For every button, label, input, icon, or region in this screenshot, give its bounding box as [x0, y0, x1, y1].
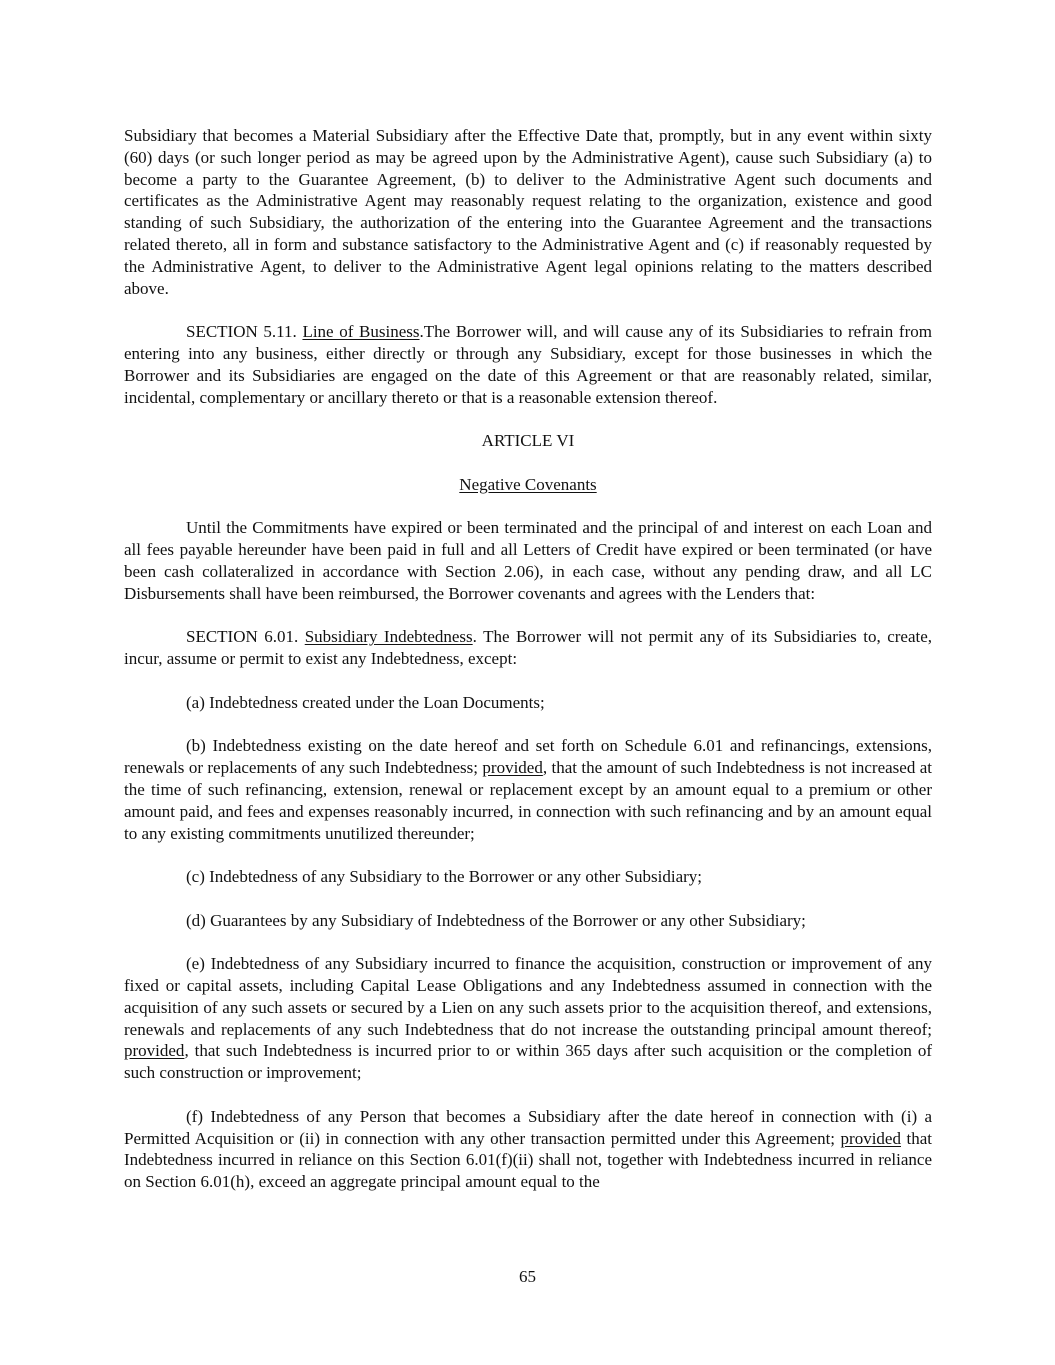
page-body [124, 125, 932, 1193]
clause-f-post: that Indebtedness incurred in reliance on this Section 6.01(f)(ii) shall not, together with Indebtedness incurred in reliance on Section 6.01(h), exceed an aggregate principal amount equal to the [124, 1128, 932, 1192]
section-5-11-label: SECTION 5.11. [186, 322, 303, 342]
clause-e-post: , that such Indebtedness is incurred prior to or within 365 days after such acquisition or the completion of such construction or improvement; [124, 1041, 932, 1083]
section-5-11-text: .The Borrower will, and will cause any of its Subsidiaries to refrain from entering into any business, either directly or through any Subsidiary, except for those businesses in which the Borrower and its Subsidiaries are engaged on the date of this Agreement or that are reasonably related, similar, incidental, complementary or ancillary thereto or that is a reasonable extension thereof. [124, 322, 932, 407]
article-title-text: Negative Covenants [459, 474, 597, 494]
clause-e-provided: provided [124, 1041, 185, 1061]
clause-a: (a) Indebtedness created under the Loan Documents; [186, 692, 545, 712]
clause-e [124, 953, 932, 1084]
article-title [124, 474, 932, 496]
clause-f [124, 1106, 932, 1193]
paragraph-continuation: Subsidiary that becomes a Material Subsidiary after the Effective Date that, promptly, but in any event within sixty (60) days (or such longer period as may be agreed upon by the Administrative Agent), cause such Subsidiary (a) to become a party to the Guarantee Agreement, (b) to deliver to the Administrative Agent such documents and certificates as the Administrative Agent may reasonably request relating to the organization, existence and good standing of such Subsidiary, the authorization of the entering into the Guarantee Agreement and the transactions related thereto, all in form and substance satisfactory to the Administrative Agent and (c) if reasonably requested by the Administrative Agent, to deliver to the Administrative Agent legal opinions relating to the matters described above. [124, 126, 932, 298]
article-heading: ARTICLE VI [481, 431, 575, 451]
section-5-11-title: Line of Business [302, 322, 420, 342]
clause-f-pre: (f) Indebtedness of any Person that becomes a Subsidiary after the date hereof in connection with (i) a Permitted Acquisition or (ii) in connection with any other transaction permitted under this Agreement; [124, 1106, 932, 1148]
section-6-01-title: Subsidiary Indebtedness [304, 627, 473, 647]
clause-b-pre: (b) Indebtedness existing on the date hereof and set forth on Schedule 6.01 and refinancings, extensions, renewals or replacements of any such Indebtedness; [124, 736, 932, 778]
clause-e-pre: (e) Indebtedness of any Subsidiary incurred to finance the acquisition, construction or improvement of any fixed or capital assets, including Capital Lease Obligations and any Indebtedness assumed in connection with the acquisition of any such assets or secured by a Lien on any such assets prior to the acquisition thereof, and extensions, renewals and replacements of any such Indebtedness that do not increase the outstanding principal amount thereof; [124, 954, 932, 1039]
clause-c: (c) Indebtedness of any Subsidiary to the Borrower or any other Subsidiary; [186, 867, 703, 887]
section-6-01-label: SECTION 6.01. [186, 627, 305, 647]
clause-d: (d) Guarantees by any Subsidiary of Indebtedness of the Borrower or any other Subsidiary; [186, 910, 806, 930]
clause-b-post: , that the amount of such Indebtedness is not increased at the time of such refinancing, extension, renewal or replacement except by an amount equal to a premium or other amount paid, and fees and expenses reasonably incurred, in connection with such refinancing and by an amount equal to any existing commitments unutilized thereunder; [124, 758, 932, 843]
section-5-11 [124, 321, 932, 408]
article-intro: Until the Commitments have expired or been terminated and the principal of and interest on each Loan and all fees payable hereunder have been paid in full and all Letters of Credit have expired or been terminated (or have been cash collateralized in accordance with Section 2.06), in each case, without any pending draw, and all LC Disbursements shall have been reimbursed, the Borrower covenants and agrees with the Lenders that: [124, 518, 932, 603]
section-6-01-text: . The Borrower will not permit any of its Subsidiaries to, create, incur, assume or permit to exist any Indebtedness, except: [124, 627, 933, 669]
clause-f-provided: provided [840, 1128, 901, 1148]
clause-b-provided: provided [482, 758, 543, 778]
clause-b [124, 735, 932, 844]
section-6-01 [124, 626, 932, 670]
page-number: 65 [519, 1267, 536, 1286]
